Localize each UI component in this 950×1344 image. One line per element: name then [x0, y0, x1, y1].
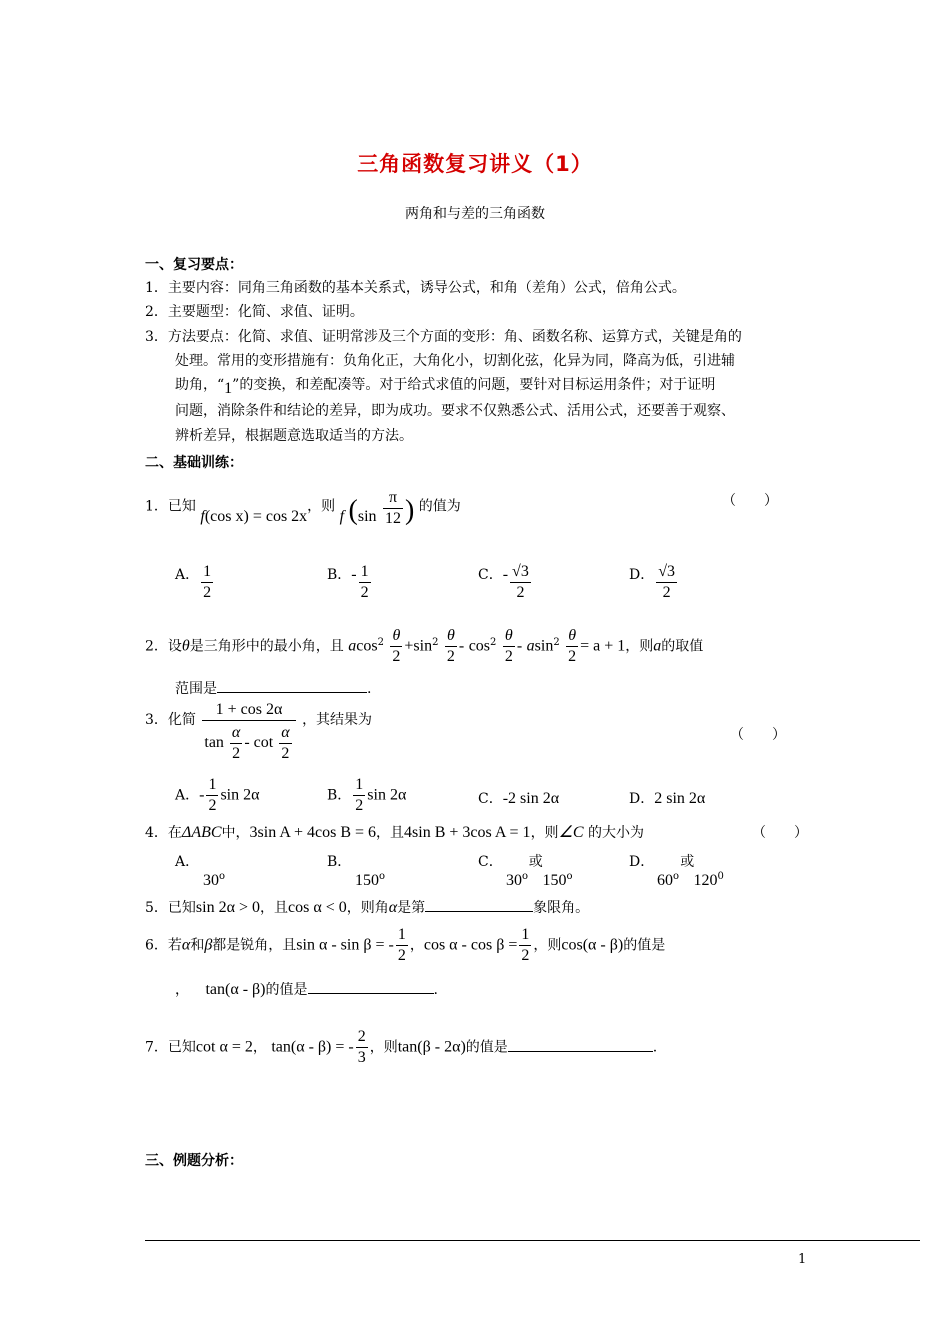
question-6-line2: ， tan(α - β)的值是 . [175, 981, 438, 998]
footer-divider [145, 1240, 920, 1241]
q4-option-c: C． 或 30$^o$ 150$^o$ [478, 854, 573, 889]
review-item-2: 2．主要题型：化简、求值、证明。 [145, 304, 364, 320]
question-1: 1．已知 f(cos x) = cos 2x，则 f (sin $\frac{\pi}{12}$ ) 的值为 [145, 489, 461, 527]
q4-option-a: A． 30$^o$ [175, 854, 226, 889]
question-3: 3．化简 1 + cos 2α tan $\frac{\alpha}{2}$ - cot $\frac{\alpha}{2}$ ，其结果为 [145, 701, 373, 762]
q1-answer-paren: （ ） [722, 493, 778, 509]
page-title: 三角函数复习讲义（1） [357, 152, 593, 176]
q4-option-d: D． 或 60$^o$ $120^0$ [629, 854, 724, 889]
question-5: 5．已知sin 2α > 0，且cos α < 0，则角α是第 象限角。 [145, 899, 590, 916]
q1-option-c: C．- $\frac{√3}{2}$ [478, 563, 529, 601]
page-subtitle: 两角和与差的三角函数 [405, 206, 545, 222]
question-6: 6．若α和β都是锐角，且sin α - sin β = - $\frac{1}{2}$ ，cos α - cos β = $\frac{1}{2}$ ，则cos(α - β)的值是 [145, 926, 666, 964]
q3-option-d: D．2 sin 2α [629, 790, 706, 807]
q2-answer-blank[interactable] [217, 692, 367, 693]
review-item-3-line3: 助角，“1”的变换，和差配凑等。对于给式求值的问题，要针对目标运用条件；对于证明 [175, 377, 716, 397]
review-item-1: 1．主要内容：同角三角函数的基本关系式，诱导公式，和角（差角）公式，倍角公式。 [145, 280, 686, 296]
question-2: 2．设θ是三角形中的最小角，且 acos$^2$ $\frac{\theta}{2}$ $+\sin^2$ $\frac{\theta}{2}$ - $\cos^2$ $\frac{\theta}{2}$ - asin$^2$ $\frac{\theta}{2}$ = a + 1，则a的取值 [145, 627, 704, 665]
section-heading-examples: 三、例题分析： [145, 1153, 243, 1169]
review-item-3-line5: 辨析差异，根据题意选取适当的方法。 [175, 428, 413, 444]
question-2-line2: 范围是 . [175, 681, 372, 697]
q3-option-b: B． $\frac{1}{2}$ sin 2α [327, 776, 407, 814]
q3-option-a: A．- $\frac{1}{2}$ sin 2α [175, 776, 260, 814]
q7-answer-blank[interactable] [508, 1051, 653, 1052]
question-4: 4．在ΔABC中，3sin A + 4cos B = 6，且4sin B + 3cos A = 1，则∠C 的大小为 [145, 824, 645, 841]
review-item-3-line2: 处理。常用的变形措施有：负角化正，大角化小，切割化弦，化异为同，降高为低，引进辅 [175, 353, 735, 369]
q1-option-b: B．- $\frac{1}{2}$ [327, 563, 369, 601]
q6-answer-blank[interactable] [308, 993, 434, 994]
q1-option-a: A． $\frac{1}{2}$ [175, 563, 212, 601]
review-item-3: 3．方法要点：化简、求值、证明常涉及三个方面的变形：角、函数名称、运算方式，关键是角的 [145, 329, 742, 345]
q4-answer-paren: （ ） [752, 825, 808, 841]
question-7: 7．已知cot α = 2， tan(α - β) = - $\frac{2}{3}$ ，则tan(β - 2α)的值是 . [145, 1028, 658, 1066]
q4-option-b: B． 150$^o$ [327, 854, 386, 889]
page-number: 1 [798, 1252, 807, 1267]
q1-option-d: D． $\frac{√3}{2}$ [629, 563, 676, 601]
q3-answer-paren: （ ） [730, 727, 786, 743]
q5-answer-blank[interactable] [425, 911, 533, 912]
section-heading-review: 一、复习要点： [145, 257, 243, 273]
q3-option-c: C．-2 sin 2α [478, 790, 560, 807]
section-heading-training: 二、基础训练： [145, 455, 243, 471]
review-item-3-line4: 问题，消除条件和结论的差异，即为成功。要求不仅熟悉公式、活用公式，还要善于观察、 [175, 403, 735, 419]
